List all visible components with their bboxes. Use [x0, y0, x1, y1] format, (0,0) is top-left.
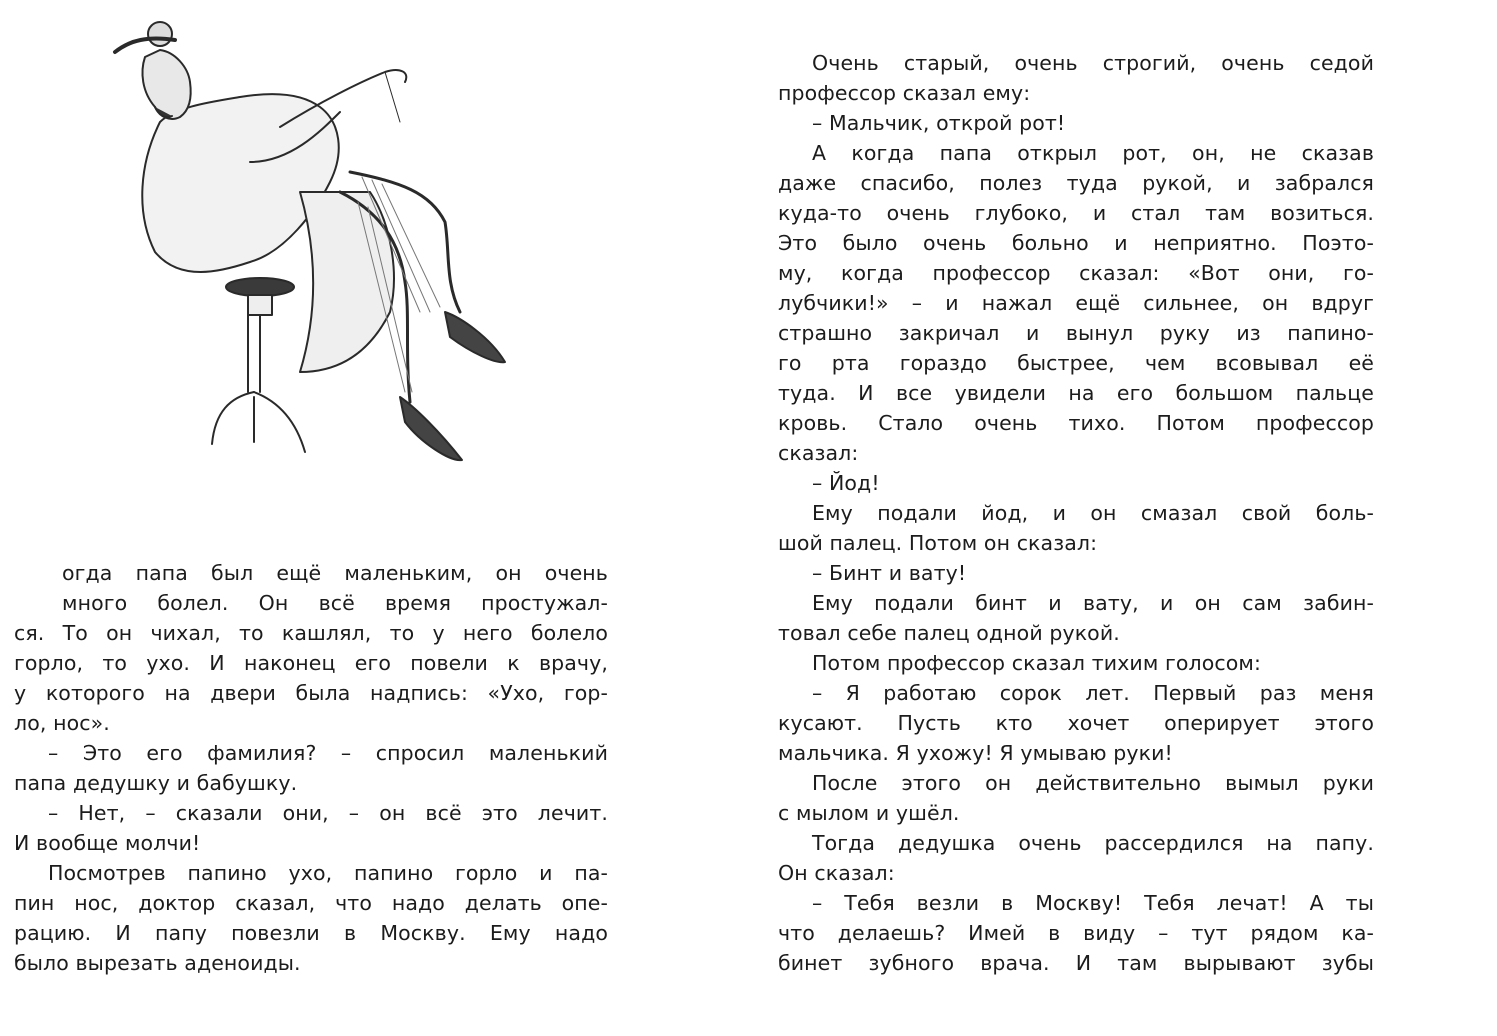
text-line: Посмотрев папино ухо, папино горло и па-: [48, 861, 608, 885]
left-page: [0, 0, 748, 1036]
text-line: мальчика. Я ухожу! Я умываю руки!: [778, 741, 1173, 765]
text-line: Он сказал:: [778, 861, 895, 885]
text-line: После этого он действительно вымыл руки: [812, 771, 1374, 795]
text-line: даже спасибо, полез туда рукой, и забрался: [778, 171, 1374, 195]
text-line: что делаешь? Имей в виду – тут рядом ка-: [778, 921, 1374, 945]
text-line: ся. То он чихал, то кашлял, то у него болело: [14, 621, 608, 645]
text-line: горло, то ухо. И наконец его повели к врачу,: [14, 651, 608, 675]
text-line: Ему подали бинт и вату, и он сам забин-: [812, 591, 1374, 615]
text-line: у которого на двери была надпись: «Ухо, гор-: [14, 681, 608, 705]
text-line: было вырезать аденоиды.: [14, 951, 301, 975]
text-line: ло, нос».: [14, 711, 110, 735]
text-line: – Нет, – сказали они, – он всё это лечит.: [48, 801, 608, 825]
text-line: с мылом и ушёл.: [778, 801, 960, 825]
text-line: Тогда дедушка очень рассердился на папу.: [812, 831, 1374, 855]
doctor-on-stool-illustration: [100, 12, 520, 472]
text-line: бинет зубного врача. И там вырывают зубы: [778, 951, 1374, 975]
text-line: рацию. И папу повезли в Москву. Ему надо: [14, 921, 608, 945]
text-line: Потом профессор сказал тихим голосом:: [812, 651, 1261, 675]
text-line: огда папа был ещё маленьким, он очень: [62, 561, 608, 585]
right-page: [748, 0, 1497, 1036]
text-line: му, когда профессор сказал: «Вот они, го-: [778, 261, 1374, 285]
text-line: – Это его фамилия? – спросил маленький: [48, 741, 608, 765]
text-line: много болел. Он всё время простужал-: [62, 591, 608, 615]
text-line: товал себе палец одной рукой.: [778, 621, 1120, 645]
text-line: – Йод!: [812, 471, 880, 495]
text-line: – Мальчик, открой рот!: [812, 111, 1066, 135]
text-line: страшно закричал и вынул руку из папино-: [778, 321, 1374, 345]
text-line: туда. И все увидели на его большом пальце: [778, 381, 1374, 405]
text-line: папа дедушку и бабушку.: [14, 771, 298, 795]
right-page-text: [778, 48, 1374, 978]
text-line: сказал:: [778, 441, 859, 465]
text-line: Очень старый, очень строгий, очень седой: [812, 51, 1374, 75]
text-line: кусают. Пусть кто хочет оперирует этого: [778, 711, 1374, 735]
text-line: пин нос, доктор сказал, что надо делать опе-: [14, 891, 608, 915]
text-line: кровь. Стало очень тихо. Потом профессор: [778, 411, 1374, 435]
text-line: И вообще молчи!: [14, 831, 201, 855]
text-line: лубчики!» – и нажал ещё сильнее, он вдруг: [778, 291, 1374, 315]
text-line: го рта гораздо быстрее, чем всовывал её: [778, 351, 1374, 375]
text-line: Это было очень больно и неприятно. Поэто-: [778, 231, 1374, 255]
text-line: Ему подали йод, и он смазал свой боль-: [812, 501, 1374, 525]
text-line: шой палец. Потом он сказал:: [778, 531, 1098, 555]
left-page-text: [14, 558, 608, 978]
text-line: куда-то очень глубоко, и стал там возиться.: [778, 201, 1374, 225]
text-line: – Тебя везли в Москву! Тебя лечат! А ты: [812, 891, 1374, 915]
text-line: – Бинт и вату!: [812, 561, 967, 585]
text-line: профессор сказал ему:: [778, 81, 1031, 105]
text-line: А когда папа открыл рот, он, не сказав: [812, 141, 1374, 165]
text-line: – Я работаю сорок лет. Первый раз меня: [812, 681, 1374, 705]
